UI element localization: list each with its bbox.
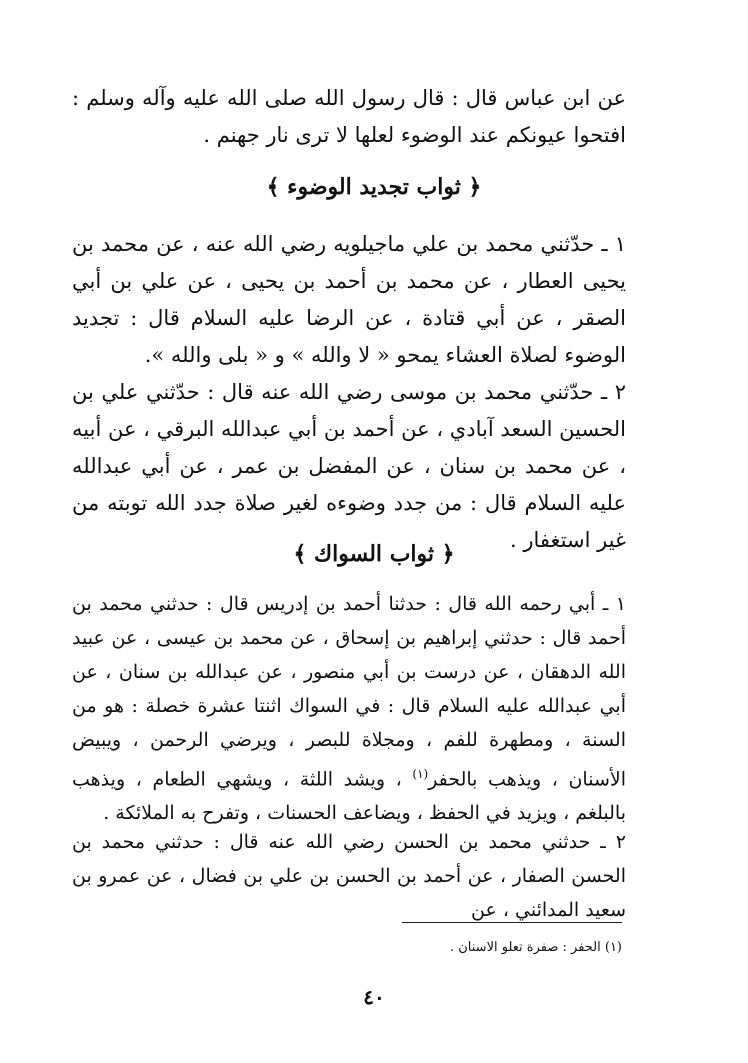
hadith-text-part: ، ويشد اللثة ، ويشهي الطعام ، ويذهب بالبلغم ، ويزيد في الحفظ ، ويضاعف الحسنات ، وتفرح به الملائكة . xyxy=(72,768,626,825)
footnote: (١) الحفر : صفرة تعلو الاسنان . xyxy=(449,940,622,955)
footnote-marker: (١) xyxy=(412,767,429,781)
footnote-divider xyxy=(402,922,622,923)
hadith-text: ٢ ـ حدّثني محمد بن موسى رضي الله عنه قال : حدّثني علي بن الحسين السعد آبادي ، عن أحمد بن أبي عبدالله البرقي ، عن أبيه ، عن محمد بن سنان ، عن المفضل بن عمر ، عن أبي عبدالله عليه السلام قال : من جدد وضوءه لغير صلاة جدد الله توبته من غير استغفار . xyxy=(72,380,626,552)
hadith-paragraph xyxy=(72,587,626,830)
hadith-paragraph xyxy=(72,825,626,927)
hadith-text-part: ١ ـ أبي رحمه الله قال : حدثنا أحمد بن إدريس قال : حدثني محمد بن أحمد قال : حدثني إبراهيم بن إسحاق ، عن محمد بن عيسى ، عن عبيد الله الدهقان ، عن درست بن أبي منصور ، عن عبدالله بن سنان ، عن أبي عبدالله عليه السلام قال : في السواك اثنتا عشرة خصلة : هو من السنة ، ومطهرة للفم ، ومجلاة للبصر ، ويرضي الرحمن ، ويبيض الأسنان ، ويذهب بالحفر xyxy=(72,593,626,791)
section-title-siwak: ﴿ ثواب السواك ﴾ xyxy=(293,541,455,567)
hadith-paragraph xyxy=(72,226,626,374)
hadith-text xyxy=(72,587,626,830)
hadith-text: ١ ـ حدّثني محمد بن علي ماجيلويه رضي الله عنه ، عن محمد بن يحيى العطار ، عن محمد بن أحمد بن يحيى ، عن علي بن أبي الصقر ، عن أبي قتادة ، عن الرضا عليه السلام قال : تجديد الوضوء لصلاة العشاء يمحو « لا والله » و « بلى والله ». xyxy=(72,232,626,367)
hadith-text: ٢ ـ حدثني محمد بن الحسن رضي الله عنه قال : حدثني محمد بن الحسن الصفار ، عن أحمد بن الحسن بن علي بن فضال ، عن عمرو بن سعيد المدائني ، عن xyxy=(72,831,626,921)
page-number: ٤٠ xyxy=(363,985,385,1009)
intro-text: عن ابن عباس قال : قال رسول الله صلى الله عليه وآله وسلم : افتحوا عيونكم عند الوضوء لعلها لا ترى نار جهنم . xyxy=(72,86,626,147)
hadith-paragraph xyxy=(72,374,626,559)
intro-paragraph xyxy=(72,80,626,154)
section-title-renew-ablution: ﴿ ثواب تجديد الوضوء ﴾ xyxy=(266,174,482,200)
